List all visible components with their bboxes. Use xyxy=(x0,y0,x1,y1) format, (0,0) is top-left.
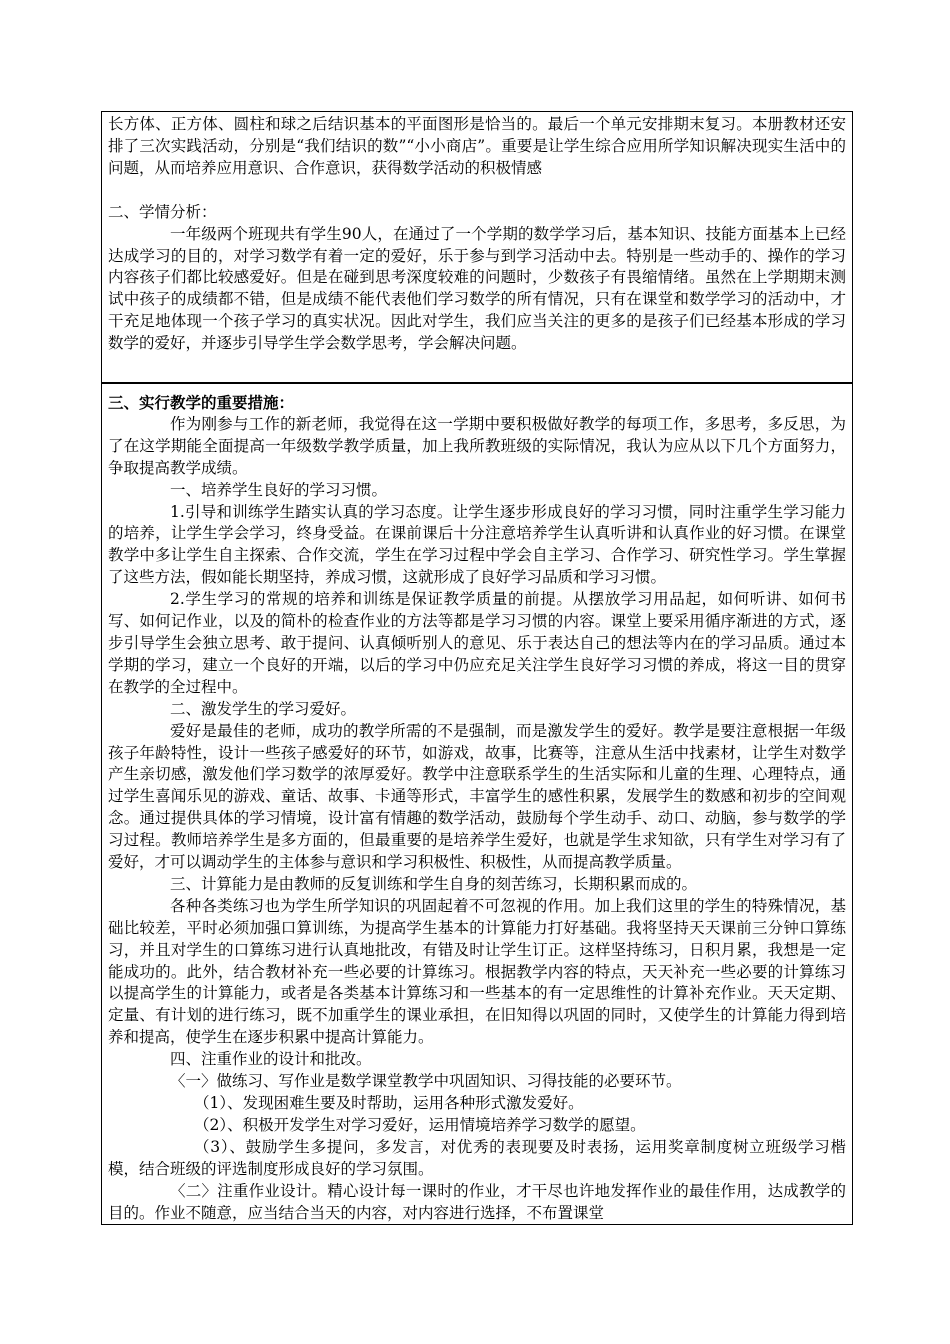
section-heading-measures: 三、实行教学的重要措施： xyxy=(108,393,295,412)
paragraph: 1.引导和训练学生踏实认真的学习态度。让学生逐步形成良好的学习习惯，同时注重学生学习能力的培养，让学生学会学习，终身受益。在课前课后十分注意培养学生认真听讲和认真作业的好习惯。在课堂教学中多让学生自主探索、合作交流，学生在学习过程中学会自主学习、合作学习、研究性学习。学生掌握了这些方法，假如能长期坚持，养成习惯，这就形成了良好学习品质和学习习惯。 xyxy=(108,502,846,587)
paragraph: 作为刚参与工作的新老师，我觉得在这一学期中要积极做好教学的每项工作，多思考，多反思，为了在这学期能全面提高一年级数学教学质量，加上我所教班级的实际情况，我认为应从以下几个方面努力，争取提高教学成绩。 xyxy=(108,414,846,477)
section-heading-analysis: 二、学情分析： xyxy=(108,202,217,221)
list-item: （1）、发现困难生要及时帮助，运用各种形式激发爱好。 xyxy=(194,1094,584,1112)
list-item: （3）、鼓励学生多提问，多发言，对优秀的表现要及时表扬，运用奖章制度树立班级学习楷模，结合班级的评选制度形成良好的学习氛围。 xyxy=(108,1137,846,1178)
subheading: 一、培养学生良好的学习习惯。 xyxy=(170,480,388,499)
paragraph: 〈一〉做练习、写作业是数学课堂教学中巩固知识、习得技能的必要环节。 xyxy=(170,1072,682,1091)
analysis-paragraph: 一年级两个班现共有学生90人，在通过了一个学期的数学学习后，基本知识、技能方面基本上已经达成学习的目的，对学习数学有着一定的爱好，乐于参与到学习活动中去。特别是一些动手的、操作的学习内容孩子们都比较感爱好。但是在碰到思考深度较难的问题时，少数孩子有畏缩情绪。虽然在上学期期末测试中孩子的成绩都不错，但是成绩不能代表他们学习数学的所有情况，只有在课堂和数学学习的活动中，才干充足地体现一个孩子学习的真实状况。因此对学生，我们应当关注的更多的是孩子们已经基本形成的学习数学的爱好，并逐步引导学生学会数学思考，学会解决问题。 xyxy=(108,224,846,353)
top-table-cell xyxy=(101,111,853,383)
bottom-table-cell xyxy=(101,383,853,1225)
paragraph: 各种各类练习也为学生所学知识的巩固起着不可忽视的作用。加上我们这里的学生的特殊情况，基础比较差，平时必须加强口算训练，为提高学生基本的计算能力打好基础。我将坚持天天课前三分钟口算练习，并且对学生的口算练习进行认真地批改，有错及时让学生订正。这样坚持练习，日积月累，我想是一定能成功的。此外，结合教材补充一些必要的计算练习。根据教学内容的特点，天天补充一些必要的计算练习以提高学生的计算能力，或者是各类基本计算练习和一些基本的有一定思维性的计算补充作业。天天定期、定量、有计划的进行练习，既不加重学生的课业承担，在旧知得以巩固的同时，又使学生的计算能力得到培养和提高，使学生在逐步积累中提高计算能力。 xyxy=(108,896,846,1047)
paragraph: 爱好是最佳的老师，成功的教学所需的不是强制，而是激发学生的爱好。教学是要注意根据一年级孩子年龄特性，设计一些孩子感爱好的环节，如游戏，故事，比赛等，注意从生活中找素材，让学生对数学产生亲切感，激发他们学习数学的浓厚爱好。教学中注意联系学生的生活实际和儿童的生理、心理特点，通过学生喜闻乐见的游戏、童话、故事、卡通等形式，丰富学生的感性积累，发展学生的数感和初步的空间观念。通过提供具体的学习情境，设计富有情趣的数学活动，鼓励每个学生动手、动口、动脑，参与数学的学习过程。教师培养学生是多方面的，但最重要的是培养学生爱好，也就是学生求知欲，只有学生对学习有了爱好，才可以调动学生的主体参与意识和学习积极性、积极性，从而提高教学质量。 xyxy=(108,721,846,872)
subheading: 二、激发学生的学习爱好。 xyxy=(170,699,357,718)
intro-paragraph: 长方体、正方体、圆柱和球之后结识基本的平面图形是恰当的。最后一个单元安排期末复习。本册教材还安排了三次实践活动，分别是“我们结识的数”“小小商店”。重要是让学生综合应用所学知识解决现实生活中的问题，从而培养应用意识、合作意识，获得数学活动的积极情感 xyxy=(108,115,846,177)
cell-content-1 xyxy=(108,114,846,355)
paragraph: 〈二〉注重作业设计。精心设计每一课时的作业，才干尽也许地发挥作业的最佳作用，达成教学的目的。作业不随意，应当结合当天的内容，对内容进行选择，不布置课堂 xyxy=(108,1181,846,1222)
cell-content-2 xyxy=(108,392,846,1224)
list-item: （2）、积极开发学生对学习爱好，运用情境培养学习数学的愿望。 xyxy=(194,1115,646,1134)
paragraph: 2.学生学习的常规的培养和训练是保证教学质量的前提。从摆放学习用品起，如何听讲、如何书写、如何记作业，以及的简朴的检查作业的方法等都是学习习惯的内容。课堂上要采用循序渐进的方式，逐步引导学生会独立思考、敢于提问、认真倾听别人的意见、乐于表达自己的想法等内在的学习品质。通过本学期的学习，建立一个良好的开端，以后的学习中仍应充足关注学生良好学习习惯的养成，将这一目的贯穿在教学的全过程中。 xyxy=(108,590,846,696)
subheading: 四、注重作业的设计和批改。 xyxy=(170,1050,372,1069)
subheading: 三、计算能力是由教师的反复训练和学生自身的刻苦练习，长期积累而成的。 xyxy=(170,874,698,893)
